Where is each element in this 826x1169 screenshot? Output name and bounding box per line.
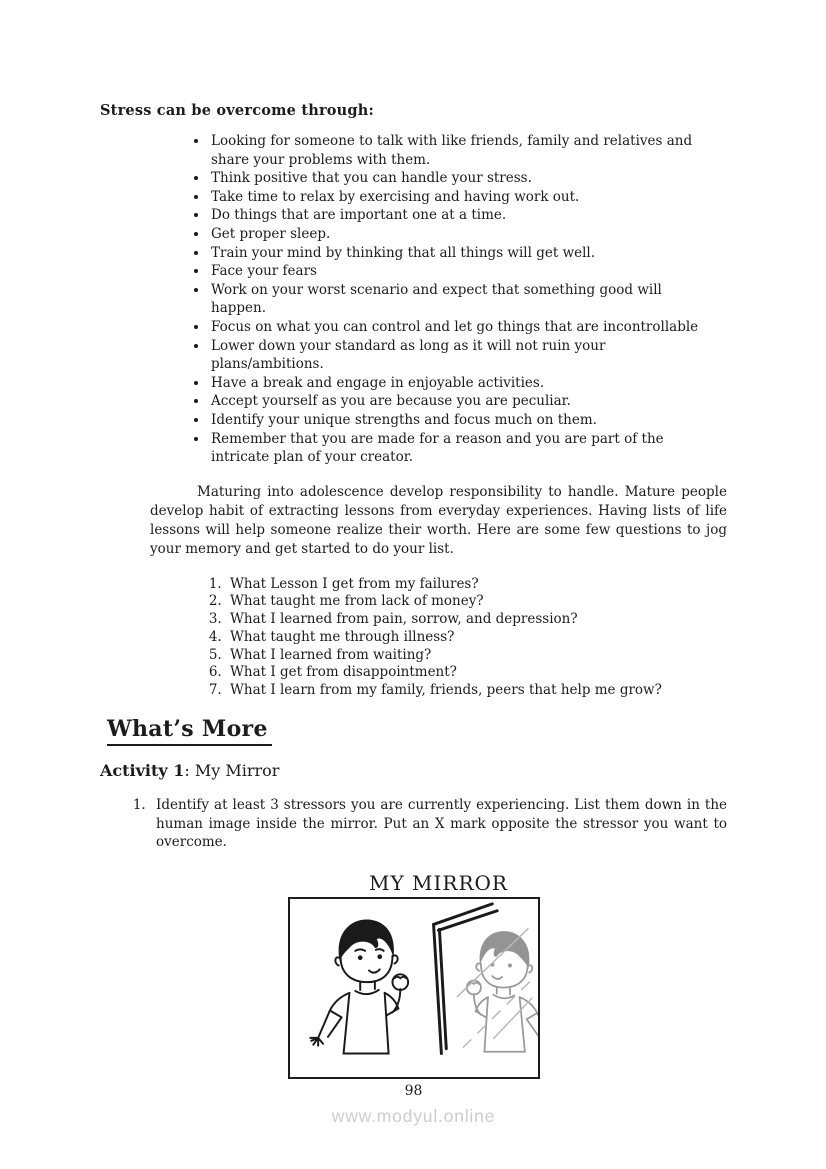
list-item: 3. What I learned from pain, sorrow, and depression? bbox=[226, 611, 720, 629]
activity-label: Activity 1 bbox=[100, 761, 185, 781]
mirror-figure bbox=[288, 897, 540, 1079]
page-number: 98 bbox=[404, 1083, 423, 1100]
maturing-paragraph: Maturing into adolescence develop responsibility to handle. Mature people develop habit of extracting lessons from everyday experiences. Having lists of life lessons will help someone realize their worth. Here are some few questions to jog your memory and get started to do your list. bbox=[150, 483, 727, 558]
reflection-questions-list bbox=[100, 576, 720, 701]
stress-tips-list bbox=[100, 132, 709, 467]
activity-instructions-list bbox=[100, 796, 727, 852]
list-item: • Lower down your standard as long as it will not ruin your plans/ambitions. bbox=[209, 337, 709, 374]
list-item: 7. What I learn from my family, friends, peers that help me grow? bbox=[226, 682, 720, 700]
list-item: 6. What I get from disappointment? bbox=[226, 664, 720, 682]
activity-heading bbox=[100, 761, 727, 781]
mirror-illustration-icon bbox=[290, 899, 538, 1077]
list-item: • Do things that are important one at a time. bbox=[209, 206, 709, 225]
list-item: 1. Identify at least 3 stressors you are currently experiencing. List them down in the human image inside the mirror. Put an X mark opposite the stressor you want to overcome. bbox=[150, 796, 727, 852]
list-item: • Get proper sleep. bbox=[209, 225, 709, 244]
watermark: www.modyul.online bbox=[331, 1106, 496, 1127]
list-item: 1. What Lesson I get from my failures? bbox=[226, 576, 720, 594]
list-item: • Remember that you are made for a reason and you are part of the intricate plan of your creator. bbox=[209, 430, 709, 467]
list-item: • Identify your unique strengths and focus much on them. bbox=[209, 411, 709, 430]
list-item: • Accept yourself as you are because you are peculiar. bbox=[209, 392, 709, 411]
mirror-frame bbox=[434, 904, 498, 1054]
list-item: 4. What taught me through illness? bbox=[226, 629, 720, 647]
list-item: • Take time to relax by exercising and having work out. bbox=[209, 188, 709, 207]
section-heading: Stress can be overcome through: bbox=[100, 102, 375, 119]
whats-more-section bbox=[100, 700, 727, 746]
boy-reflection bbox=[467, 931, 538, 1052]
list-item: • Focus on what you can control and let go things that are incontrollable bbox=[209, 318, 709, 337]
figure-title: MY MIRROR bbox=[369, 871, 508, 896]
list-item: 2. What taught me from lack of money? bbox=[226, 593, 720, 611]
list-item: • Face your fears bbox=[209, 262, 709, 281]
list-item: • Work on your worst scenario and expect that something good will happen. bbox=[209, 281, 709, 318]
list-item: • Train your mind by thinking that all things will get well. bbox=[209, 244, 709, 263]
boy-figure bbox=[310, 920, 408, 1054]
list-item: • Think positive that you can handle your stress. bbox=[209, 169, 709, 188]
list-item: • Have a break and engage in enjoyable activities. bbox=[209, 374, 709, 393]
list-item: 5. What I learned from waiting? bbox=[226, 647, 720, 665]
whats-more-heading: What’s More bbox=[107, 716, 272, 746]
activity-title: : My Mirror bbox=[184, 761, 280, 781]
list-item: • Looking for someone to talk with like friends, family and relatives and share your problems with them. bbox=[209, 132, 709, 169]
